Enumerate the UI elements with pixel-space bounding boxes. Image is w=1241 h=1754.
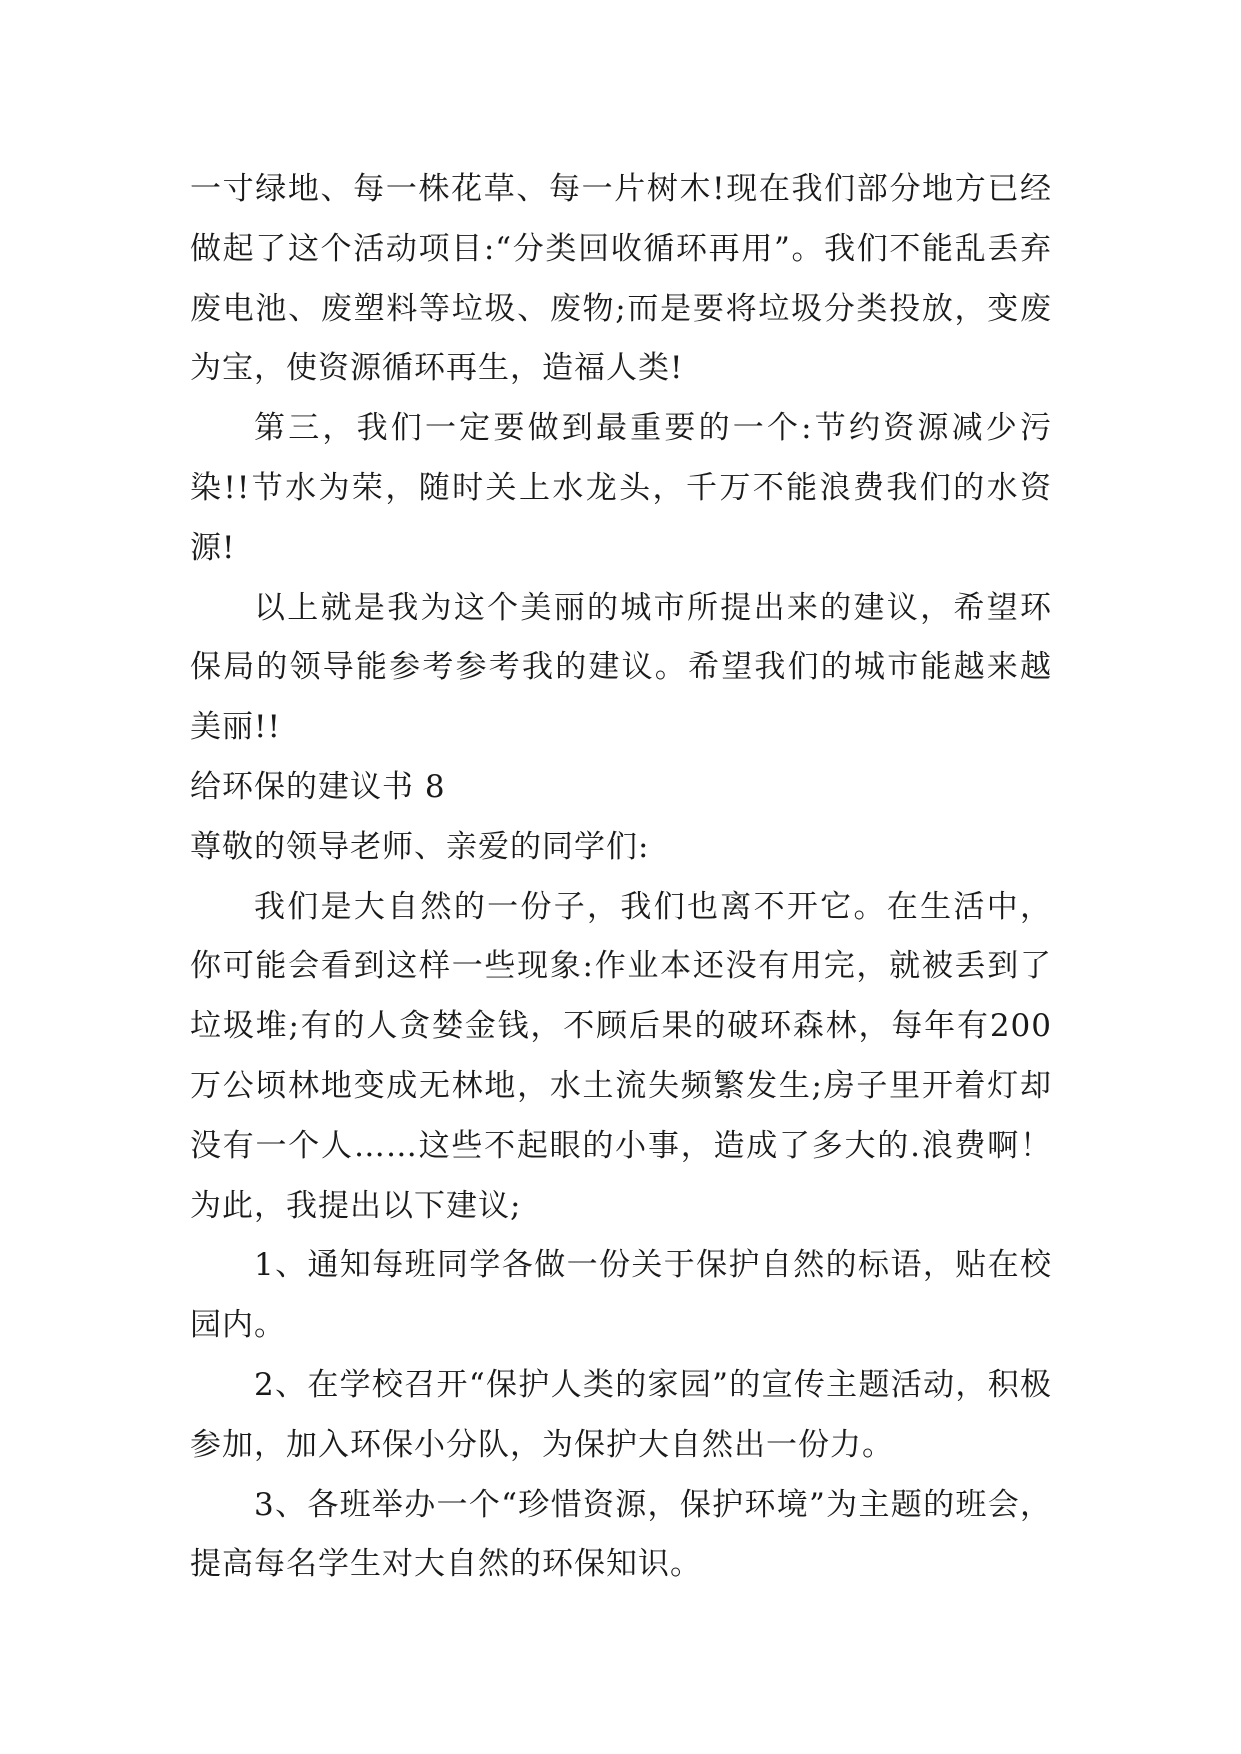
- paragraph-conclusion: 以上就是我为这个美丽的城市所提出来的建议，希望环保局的领导能参考参考我的建议。希望我们的城市能越来越美丽!!: [190, 589, 1052, 746]
- paragraph-third-point: 第三，我们一定要做到最重要的一个:节约资源减少污染!!节水为荣，随时关上水龙头，千万不能浪费我们的水资源!: [190, 410, 1052, 566]
- section-heading: 给环保的建议书 8: [190, 768, 446, 805]
- document-body: [190, 160, 1052, 1595]
- salutation: 尊敬的领导老师、亲爱的同学们:: [190, 828, 650, 865]
- suggestion-2: 2、在学校召开“保护人类的家园”的宣传主题活动，积极参加，加入环保小分队，为保护大自然出一份力。: [190, 1366, 1052, 1463]
- paragraph-intro: 我们是大自然的一份子，我们也离不开它。在生活中，你可能会看到这样一些现象:作业本还没有用完，就被丢到了垃圾堆;有的人贪婪金钱，不顾后果的破环森林，每年有200万公顷林地变成无林地，水土流失频繁发生;房子里开着灯却没有一个人……这些不起眼的小事，造成了多大的.浪费啊！为此，我提出以下建议;: [190, 888, 1052, 1224]
- suggestion-1: 1、通知每班同学各做一份关于保护自然的标语，贴在校园内。: [190, 1247, 1052, 1344]
- suggestion-3: 3、各班举办一个“珍惜资源，保护环境”为主题的班会，提高每名学生对大自然的环保知识。: [190, 1486, 1052, 1583]
- paragraph-recycling: 一寸绿地、每一株花草、每一片树木!现在我们部分地方已经做起了这个活动项目:“分类回收循环再用”。我们不能乱丢弃废电池、废塑料等垃圾、废物;而是要将垃圾分类投放，变废为宝，使资源循环再生，造福人类!: [190, 171, 1052, 387]
